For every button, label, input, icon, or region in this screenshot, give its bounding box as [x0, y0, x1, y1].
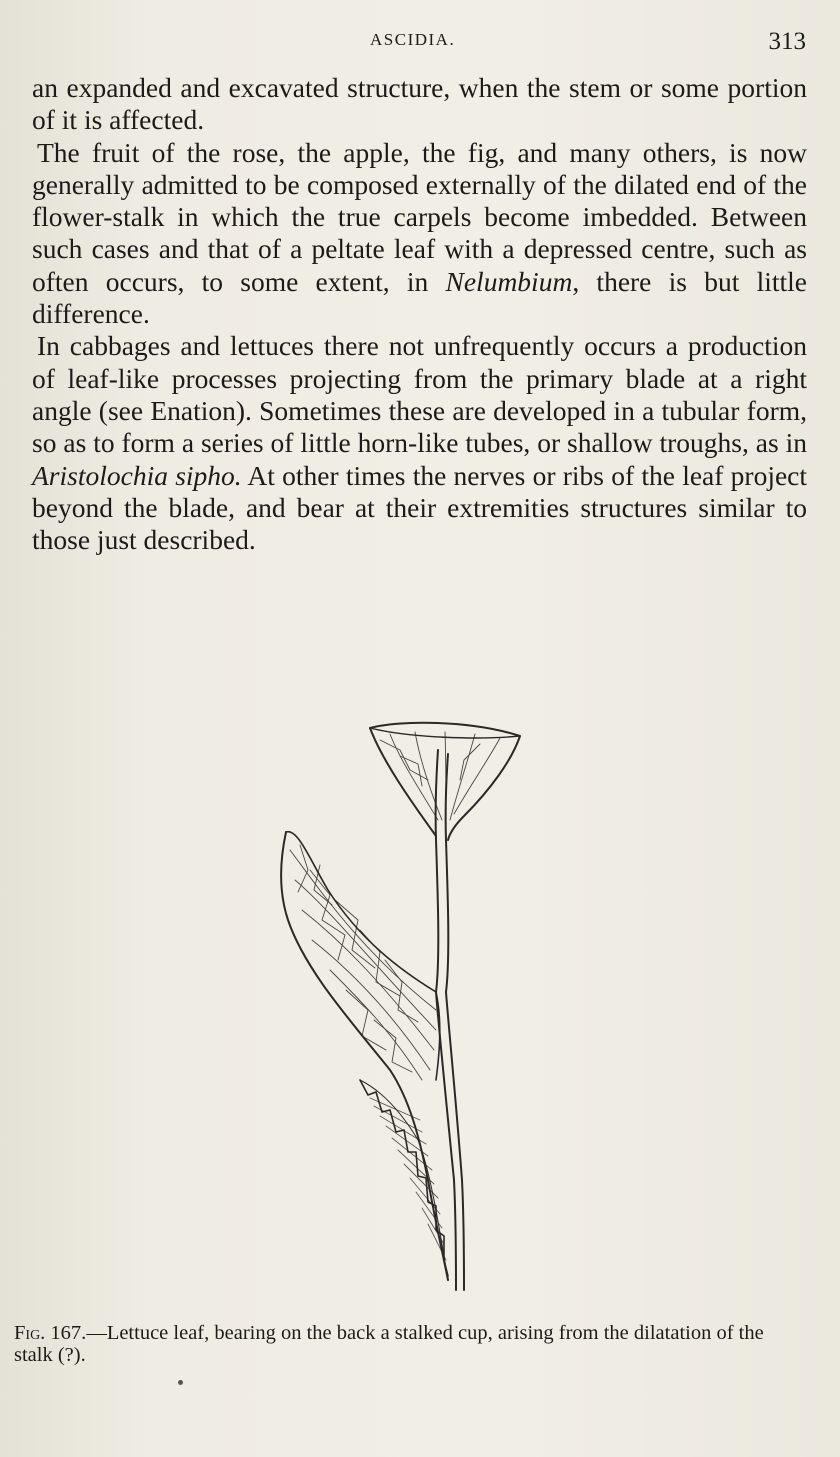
figure-label: Fig. 167.	[14, 1322, 87, 1344]
running-title: ASCIDIA.	[370, 30, 456, 49]
paragraph-1: an expanded and excavated structure, when the stem or some portion of it is affected.	[32, 72, 807, 136]
paragraph-3: In cabbages and lettuces there not unfrequently occurs a production of leaf-like processes projecting from the primary blade at a right angle (see Enation). Sometimes these are developed in a tubular form, so as to form a series of little horn-like tubes, or shallow troughs, as in Aristolochia sipho. At other times the nerves or ribs of the leaf project beyond the blade, and bear at their extremities structures similar to those just described.	[32, 330, 808, 556]
paragraph-2: The fruit of the rose, the apple, the fig, and many others, is now generally admitted to be composed externally of the dilated end of the flower-stalk in which the true carpels become imbedded. Between such cases and that of a peltate leaf with a depressed centre, such as often occurs, to some extent, in Nelumbium, there is but little difference.	[32, 136, 808, 330]
page-number: 313	[768, 28, 806, 55]
figure-lettuce-leaf	[250, 720, 570, 1300]
caption-text: —Lettuce leaf, bearing on the back a stalked cup, arising from the dilatation of the stalk (?).	[14, 1322, 764, 1366]
lettuce-leaf-illustration	[250, 720, 570, 1300]
italic-term-aristolochia: Aristolochia sipho.	[32, 459, 242, 491]
ink-speck	[178, 1380, 183, 1385]
italic-term-nelumbium: Nelumbium	[445, 265, 573, 297]
running-head	[0, 30, 840, 60]
figure-caption	[14, 1322, 784, 1366]
body-text	[32, 72, 807, 556]
leaf-blade	[281, 832, 448, 1280]
stalk	[436, 750, 439, 992]
